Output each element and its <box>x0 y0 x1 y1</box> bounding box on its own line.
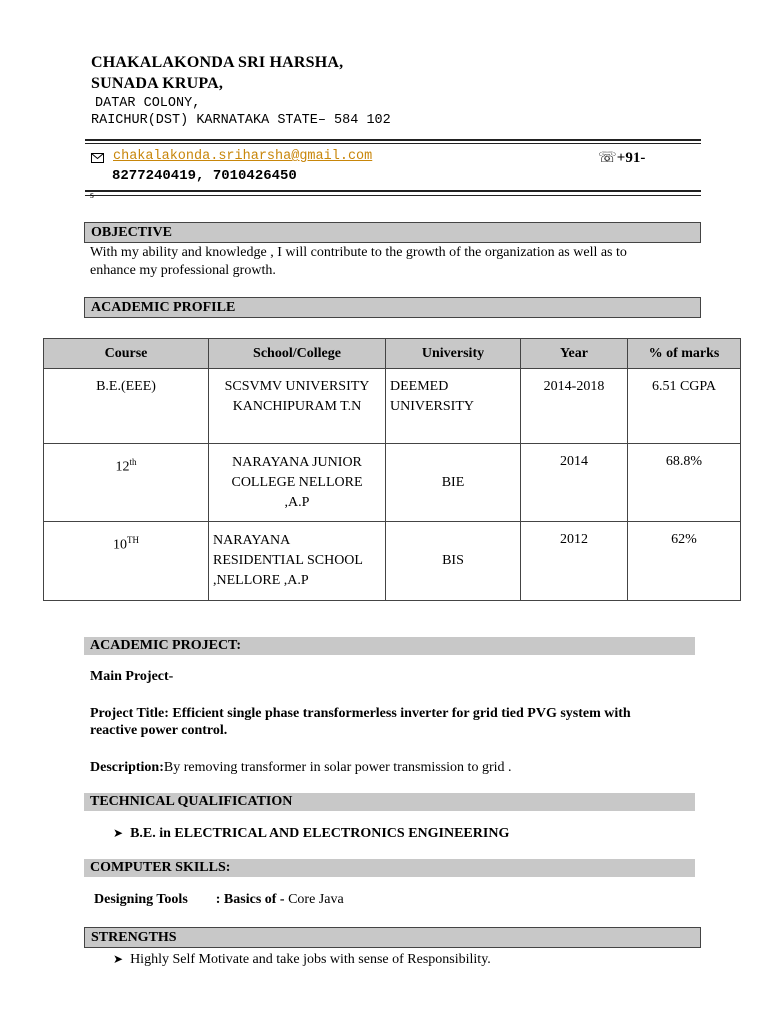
course-sup: th <box>129 457 137 467</box>
phone-icon: ☏ <box>598 148 617 166</box>
school-line: KANCHIPURAM T.N <box>232 399 362 414</box>
course-sup: TH <box>127 535 139 545</box>
header-rule-bottom <box>85 190 701 192</box>
house-name: SUNADA KRUPA, <box>91 75 224 92</box>
description-text: By removing transformer in solar power transmission to grid . <box>163 760 512 775</box>
university-cell: BIE <box>386 444 521 522</box>
mail-icon <box>91 150 104 168</box>
school-line: COLLEGE NELLORE <box>231 474 363 490</box>
course-text: 12 <box>115 459 130 475</box>
school-cell <box>209 444 386 522</box>
course-cell <box>44 522 209 601</box>
phone-prefix: +91- <box>616 150 646 166</box>
table-row <box>44 369 741 444</box>
email-link[interactable]: chakalakonda.sriharsha@gmail.com <box>113 149 373 164</box>
phone-block <box>598 148 645 167</box>
course-text: 10 <box>113 537 127 553</box>
project-title-line-1 <box>90 705 631 723</box>
project-title-line-2: reactive power control. <box>90 723 228 738</box>
university-cell <box>386 369 521 444</box>
project-title-label: Project Title: <box>90 706 169 721</box>
year-cell: 2014-2018 <box>521 369 628 444</box>
academic-project-heading: ACADEMIC PROJECT: <box>84 637 695 655</box>
column-header-university: University <box>386 339 521 369</box>
header-rule-bottom-thin <box>85 195 701 196</box>
computer-skills-item <box>94 891 344 909</box>
phone-numbers: 8277240419, 7010426450 <box>112 168 297 184</box>
arrow-bullet-icon: ➤ <box>113 826 124 840</box>
university-line: UNIVERSITY <box>390 399 474 414</box>
stray-char: s <box>90 190 94 201</box>
school-line: SCSVMV UNIVERSITY <box>224 379 370 394</box>
table-header-row <box>44 339 741 369</box>
marks-cell: 6.51 CGPA <box>628 369 741 444</box>
year-cell: 2012 <box>521 522 628 601</box>
strengths-heading: STRENGTHS <box>84 927 701 948</box>
objective-line-2: enhance my professional growth. <box>90 263 276 278</box>
school-line: NARAYANA JUNIOR <box>232 454 362 470</box>
course-cell <box>44 369 209 444</box>
header-rule-top <box>85 139 701 141</box>
address-line-2: RAICHUR(DST) KARNATAKA STATE– 584 102 <box>91 113 391 128</box>
strength-item-text: Highly Self Motivate and take jobs with sense of Responsibility. <box>130 952 491 967</box>
column-header-marks: % of marks <box>628 339 741 369</box>
table-row <box>44 522 741 601</box>
technical-qualification-heading: TECHNICAL QUALIFICATION <box>84 793 695 811</box>
university-cell: BIS <box>386 522 521 601</box>
course-text: B.E.(EEE) <box>96 379 156 394</box>
arrow-bullet-icon: ➤ <box>113 952 124 966</box>
column-header-year: Year <box>521 339 628 369</box>
school-cell <box>209 369 386 444</box>
column-header-course: Course <box>44 339 209 369</box>
column-header-school: School/College <box>209 339 386 369</box>
academic-profile-heading: ACADEMIC PROFILE <box>84 297 701 318</box>
year-cell: 2014 <box>521 444 628 522</box>
technical-item-text: B.E. in ELECTRICAL AND ELECTRONICS ENGINEERING <box>130 826 510 841</box>
skills-label: Designing Tools <box>94 892 188 907</box>
course-cell <box>44 444 209 522</box>
description-label: Description: <box>90 760 164 775</box>
header-rule-top-thin <box>85 143 701 144</box>
table-row <box>44 444 741 522</box>
school-line: NARAYANA <box>213 533 291 548</box>
computer-skills-heading: COMPUTER SKILLS: <box>84 859 695 877</box>
objective-line-1: With my ability and knowledge , I will contribute to the growth of the organization as well as to <box>90 245 627 260</box>
marks-cell: 68.8% <box>628 444 741 522</box>
school-line: ,A.P <box>284 494 310 510</box>
skills-separator: : Basics of - <box>215 892 285 907</box>
project-description <box>90 759 512 777</box>
academic-table <box>43 338 741 601</box>
school-line: RESIDENTIAL SCHOOL <box>213 553 363 568</box>
marks-cell: 62% <box>628 522 741 601</box>
school-cell <box>209 522 386 601</box>
university-line: DEEMED <box>390 379 449 394</box>
project-title-text: Efficient single phase transformerless inverter for grid tied PVG system with <box>168 706 631 721</box>
main-project-label: Main Project- <box>90 669 174 684</box>
objective-heading: OBJECTIVE <box>84 222 701 243</box>
candidate-name: CHAKALAKONDA SRI HARSHA, <box>91 54 344 71</box>
skills-value: Core Java <box>284 892 344 907</box>
strength-item <box>113 950 491 969</box>
address-line-1: DATAR COLONY, <box>95 96 201 111</box>
school-line: ,NELLORE ,A.P <box>213 573 309 588</box>
technical-item <box>113 824 509 843</box>
